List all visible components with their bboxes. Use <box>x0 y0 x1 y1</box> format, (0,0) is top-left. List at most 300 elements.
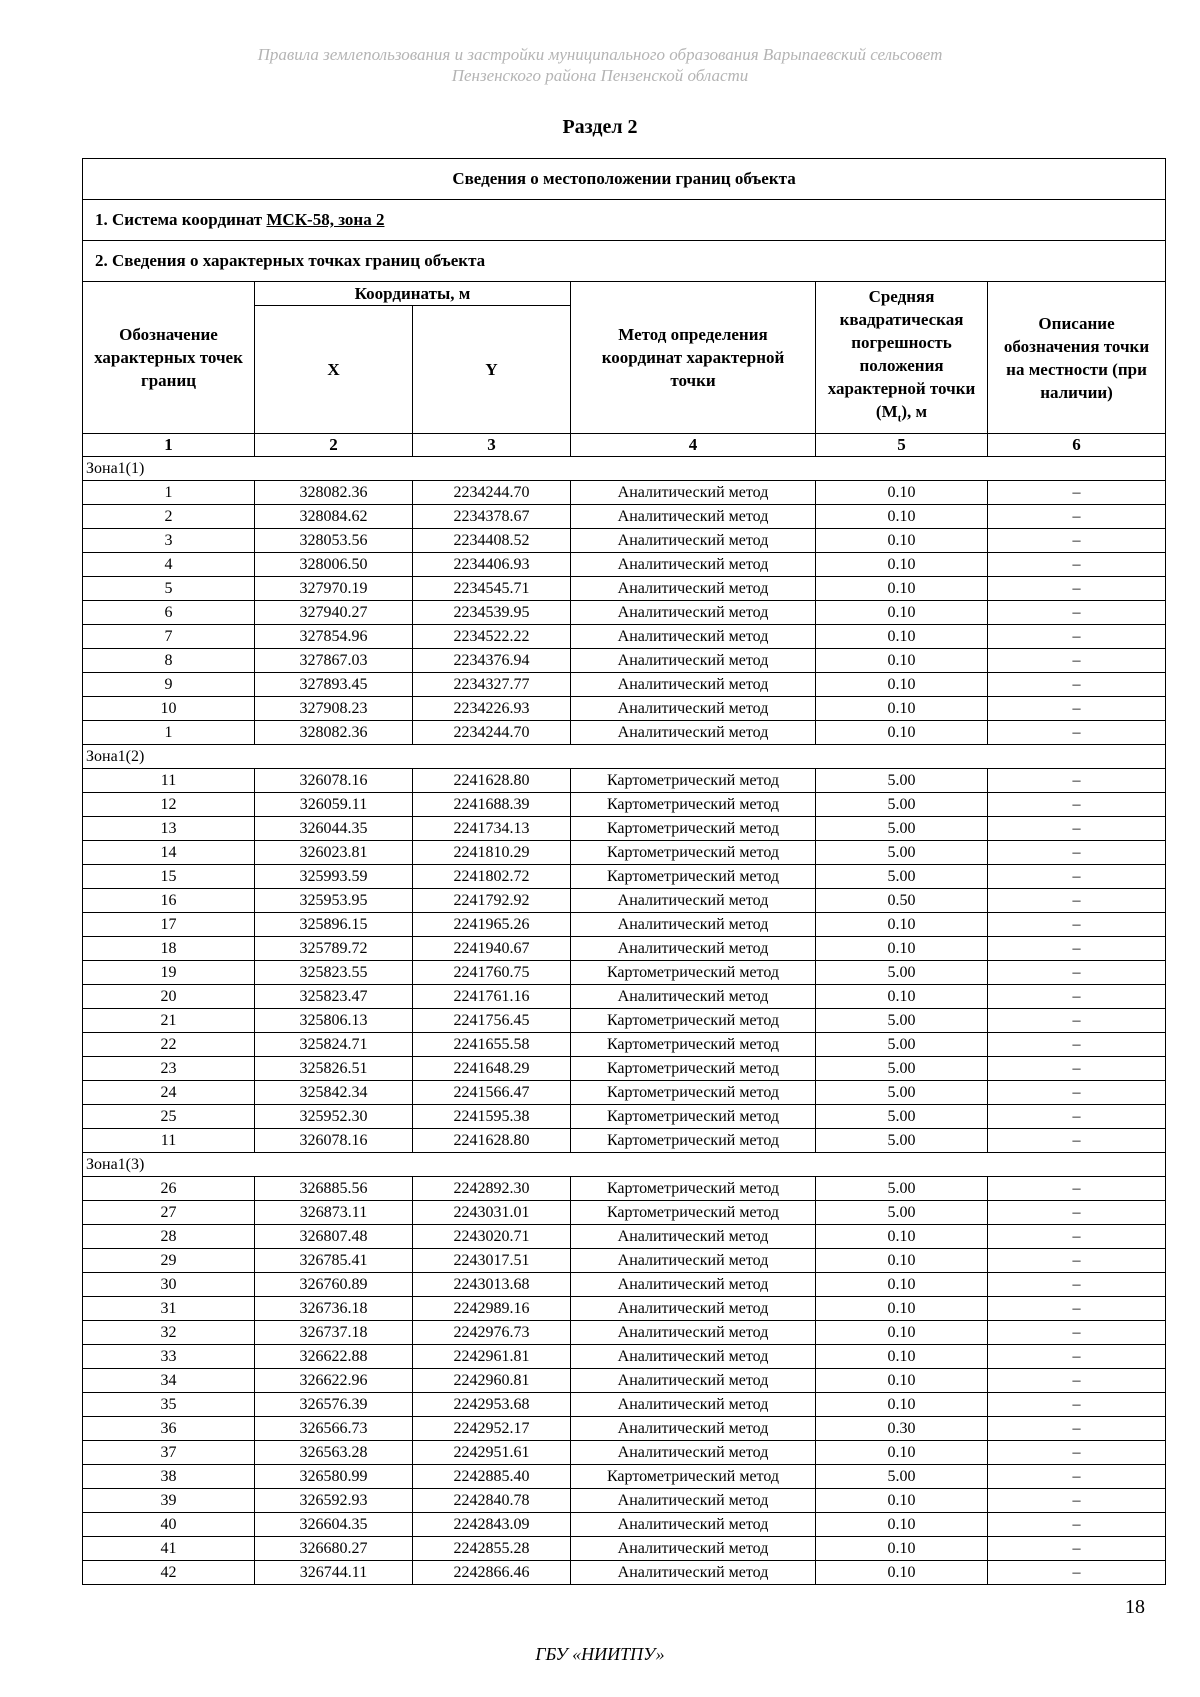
method: Аналитический метод <box>571 1513 816 1537</box>
table-row <box>83 1393 1166 1417</box>
table-row <box>83 1561 1166 1585</box>
error-value: 0.10 <box>816 985 988 1009</box>
method: Аналитический метод <box>571 673 816 697</box>
coord-y: 2241760.75 <box>413 961 571 985</box>
description: – <box>988 1057 1166 1081</box>
header-coordinates: Координаты, м <box>255 282 571 306</box>
table-row <box>83 1513 1166 1537</box>
point-number: 20 <box>83 985 255 1009</box>
error-value: 0.10 <box>816 601 988 625</box>
coord-y: 2241940.67 <box>413 937 571 961</box>
table-row <box>83 1489 1166 1513</box>
header-row-1 <box>83 282 1166 306</box>
table-row <box>83 985 1166 1009</box>
coord-y: 2241761.16 <box>413 985 571 1009</box>
coord-x: 326680.27 <box>255 1537 413 1561</box>
table-row <box>83 769 1166 793</box>
point-number: 8 <box>83 649 255 673</box>
coord-system-row <box>83 200 1166 241</box>
coord-y: 2241756.45 <box>413 1009 571 1033</box>
table-row <box>83 961 1166 985</box>
table-row <box>83 1441 1166 1465</box>
method: Аналитический метод <box>571 1273 816 1297</box>
point-number: 14 <box>83 841 255 865</box>
description: – <box>988 1225 1166 1249</box>
coord-x: 328082.36 <box>255 481 413 505</box>
section-title: Раздел 2 <box>562 116 638 138</box>
coord-y: 2241734.13 <box>413 817 571 841</box>
table-row <box>83 1105 1166 1129</box>
method: Картометрический метод <box>571 1201 816 1225</box>
point-number: 10 <box>83 697 255 721</box>
description: – <box>988 577 1166 601</box>
coord-y: 2242885.40 <box>413 1465 571 1489</box>
description: – <box>988 505 1166 529</box>
description: – <box>988 697 1166 721</box>
description: – <box>988 1249 1166 1273</box>
running-header-line-2: Пензенского района Пензенской области <box>451 66 749 85</box>
point-number: 40 <box>83 1513 255 1537</box>
point-number: 3 <box>83 529 255 553</box>
method: Аналитический метод <box>571 1417 816 1441</box>
method: Аналитический метод <box>571 1345 816 1369</box>
table-row <box>83 913 1166 937</box>
description: – <box>988 793 1166 817</box>
coord-y: 2241688.39 <box>413 793 571 817</box>
coord-y: 2234244.70 <box>413 721 571 745</box>
table-row <box>83 1057 1166 1081</box>
coord-x: 325993.59 <box>255 865 413 889</box>
point-number: 42 <box>83 1561 255 1585</box>
column-numbers-row <box>83 434 1166 457</box>
table-row <box>83 601 1166 625</box>
error-value: 0.10 <box>816 1297 988 1321</box>
zone-row <box>83 745 1166 769</box>
coord-x: 327970.19 <box>255 577 413 601</box>
coord-x: 325896.15 <box>255 913 413 937</box>
point-number: 34 <box>83 1369 255 1393</box>
coord-y: 2242960.81 <box>413 1369 571 1393</box>
coord-x: 326760.89 <box>255 1273 413 1297</box>
error-value: 0.10 <box>816 1489 988 1513</box>
table-row <box>83 1249 1166 1273</box>
header-method: Метод определения координат характерной точки <box>571 282 816 434</box>
zone-row <box>83 1153 1166 1177</box>
coord-y: 2242953.68 <box>413 1393 571 1417</box>
error-value: 5.00 <box>816 1057 988 1081</box>
method: Картометрический метод <box>571 1129 816 1153</box>
description: – <box>988 601 1166 625</box>
coord-x: 326078.16 <box>255 769 413 793</box>
description: – <box>988 529 1166 553</box>
description: – <box>988 1537 1166 1561</box>
method: Аналитический метод <box>571 985 816 1009</box>
coord-system-label: 1. Система координат <box>95 210 267 229</box>
coord-x: 325953.95 <box>255 889 413 913</box>
description: – <box>988 961 1166 985</box>
table-row <box>83 1177 1166 1201</box>
method: Аналитический метод <box>571 1297 816 1321</box>
point-number: 1 <box>83 721 255 745</box>
coord-x: 327893.45 <box>255 673 413 697</box>
coord-x: 326885.56 <box>255 1177 413 1201</box>
method: Аналитический метод <box>571 1561 816 1585</box>
description: – <box>988 1465 1166 1489</box>
method: Аналитический метод <box>571 1537 816 1561</box>
error-value: 0.50 <box>816 889 988 913</box>
table-row <box>83 1129 1166 1153</box>
coord-x: 328006.50 <box>255 553 413 577</box>
description: – <box>988 1129 1166 1153</box>
method: Аналитический метод <box>571 889 816 913</box>
error-value: 0.10 <box>816 1225 988 1249</box>
error-value: 0.10 <box>816 937 988 961</box>
table-row <box>83 673 1166 697</box>
page-number: 18 <box>1125 1596 1145 1618</box>
table-row <box>83 721 1166 745</box>
zone-label: Зона1(3) <box>83 1153 1166 1177</box>
table-row <box>83 1417 1166 1441</box>
table-row <box>83 1465 1166 1489</box>
coord-x: 326785.41 <box>255 1249 413 1273</box>
error-value: 5.00 <box>816 1129 988 1153</box>
table-row <box>83 889 1166 913</box>
error-value: 0.10 <box>816 481 988 505</box>
description: – <box>988 673 1166 697</box>
description: – <box>988 1369 1166 1393</box>
table-row <box>83 1321 1166 1345</box>
coord-x: 326604.35 <box>255 1513 413 1537</box>
error-value: 0.10 <box>816 1273 988 1297</box>
coord-x: 325823.47 <box>255 985 413 1009</box>
error-value: 0.10 <box>816 1561 988 1585</box>
description: – <box>988 1345 1166 1369</box>
coord-y: 2234376.94 <box>413 649 571 673</box>
error-value: 0.10 <box>816 1321 988 1345</box>
method: Аналитический метод <box>571 601 816 625</box>
point-number: 9 <box>83 673 255 697</box>
description: – <box>988 937 1166 961</box>
description: – <box>988 625 1166 649</box>
point-number: 16 <box>83 889 255 913</box>
coord-x: 326744.11 <box>255 1561 413 1585</box>
error-value: 5.00 <box>816 1033 988 1057</box>
description: – <box>988 889 1166 913</box>
description: – <box>988 553 1166 577</box>
point-number: 25 <box>83 1105 255 1129</box>
method: Аналитический метод <box>571 1321 816 1345</box>
coord-x: 326807.48 <box>255 1225 413 1249</box>
method: Аналитический метод <box>571 937 816 961</box>
method: Аналитический метод <box>571 625 816 649</box>
point-number: 28 <box>83 1225 255 1249</box>
error-value: 0.10 <box>816 577 988 601</box>
method: Картометрический метод <box>571 841 816 865</box>
point-number: 29 <box>83 1249 255 1273</box>
description: – <box>988 769 1166 793</box>
error-value: 0.10 <box>816 913 988 937</box>
description: – <box>988 481 1166 505</box>
table-row <box>83 481 1166 505</box>
table-row <box>83 505 1166 529</box>
coord-y: 2234244.70 <box>413 481 571 505</box>
coord-x: 326023.81 <box>255 841 413 865</box>
coord-x: 327908.23 <box>255 697 413 721</box>
table-row <box>83 577 1166 601</box>
column-number: 3 <box>413 434 571 457</box>
point-number: 4 <box>83 553 255 577</box>
point-number: 33 <box>83 1345 255 1369</box>
table-row <box>83 625 1166 649</box>
coord-y: 2243017.51 <box>413 1249 571 1273</box>
description: – <box>988 721 1166 745</box>
coord-y: 2234522.22 <box>413 625 571 649</box>
coord-y: 2241655.58 <box>413 1033 571 1057</box>
description: – <box>988 1273 1166 1297</box>
point-number: 22 <box>83 1033 255 1057</box>
point-number: 31 <box>83 1297 255 1321</box>
error-value: 5.00 <box>816 865 988 889</box>
coord-x: 326873.11 <box>255 1201 413 1225</box>
table-row <box>83 793 1166 817</box>
table-title-row <box>83 159 1166 200</box>
coord-y: 2242843.09 <box>413 1513 571 1537</box>
table-row <box>83 937 1166 961</box>
table-row <box>83 1297 1166 1321</box>
method: Аналитический метод <box>571 577 816 601</box>
coord-y: 2242840.78 <box>413 1489 571 1513</box>
description: – <box>988 1393 1166 1417</box>
coord-x: 326576.39 <box>255 1393 413 1417</box>
coord-x: 327940.27 <box>255 601 413 625</box>
description: – <box>988 1417 1166 1441</box>
coord-x: 326563.28 <box>255 1441 413 1465</box>
coord-y: 2243013.68 <box>413 1273 571 1297</box>
coord-x: 326059.11 <box>255 793 413 817</box>
point-number: 32 <box>83 1321 255 1345</box>
method: Картометрический метод <box>571 817 816 841</box>
table-row <box>83 649 1166 673</box>
point-number: 30 <box>83 1273 255 1297</box>
table-row <box>83 1201 1166 1225</box>
method: Аналитический метод <box>571 505 816 529</box>
table-row <box>83 817 1166 841</box>
description: – <box>988 1009 1166 1033</box>
point-number: 13 <box>83 817 255 841</box>
table-title: Сведения о местоположении границ объекта <box>83 159 1166 200</box>
point-number: 15 <box>83 865 255 889</box>
error-value: 0.10 <box>816 1537 988 1561</box>
coord-y: 2241566.47 <box>413 1081 571 1105</box>
point-number: 11 <box>83 769 255 793</box>
header-x: X <box>255 306 413 434</box>
table-row <box>83 553 1166 577</box>
points-title-row <box>83 241 1166 282</box>
point-number: 41 <box>83 1537 255 1561</box>
method: Картометрический метод <box>571 1081 816 1105</box>
coord-y: 2234545.71 <box>413 577 571 601</box>
coord-y: 2241628.80 <box>413 1129 571 1153</box>
point-number: 5 <box>83 577 255 601</box>
method: Аналитический метод <box>571 529 816 553</box>
table-row <box>83 1033 1166 1057</box>
description: – <box>988 913 1166 937</box>
column-number: 2 <box>255 434 413 457</box>
header-y: Y <box>413 306 571 434</box>
zone-row <box>83 457 1166 481</box>
method: Картометрический метод <box>571 1177 816 1201</box>
coord-x: 326044.35 <box>255 817 413 841</box>
point-number: 1 <box>83 481 255 505</box>
description: – <box>988 1561 1166 1585</box>
table-row <box>83 1345 1166 1369</box>
method: Картометрический метод <box>571 961 816 985</box>
description: – <box>988 1177 1166 1201</box>
point-number: 6 <box>83 601 255 625</box>
error-value: 0.10 <box>816 1345 988 1369</box>
point-number: 38 <box>83 1465 255 1489</box>
coord-y: 2242989.16 <box>413 1297 571 1321</box>
description: – <box>988 649 1166 673</box>
coord-x: 325789.72 <box>255 937 413 961</box>
coord-x: 328053.56 <box>255 529 413 553</box>
error-value: 0.10 <box>816 1441 988 1465</box>
coord-y: 2242866.46 <box>413 1561 571 1585</box>
description: – <box>988 841 1166 865</box>
method: Картометрический метод <box>571 865 816 889</box>
table-row <box>83 865 1166 889</box>
points-title: 2. Сведения о характерных точках границ объекта <box>83 241 1166 282</box>
point-number: 35 <box>83 1393 255 1417</box>
coord-x: 328084.62 <box>255 505 413 529</box>
error-value: 0.10 <box>816 721 988 745</box>
coord-y: 2234327.77 <box>413 673 571 697</box>
error-value: 5.00 <box>816 841 988 865</box>
method: Картометрический метод <box>571 1057 816 1081</box>
coord-y: 2241792.92 <box>413 889 571 913</box>
running-header <box>0 44 1200 86</box>
boundary-points-table <box>82 158 1166 1585</box>
coord-x: 328082.36 <box>255 721 413 745</box>
coord-x: 326580.99 <box>255 1465 413 1489</box>
table-row <box>83 1009 1166 1033</box>
description: – <box>988 1513 1166 1537</box>
error-value: 5.00 <box>816 1201 988 1225</box>
method: Картометрический метод <box>571 1465 816 1489</box>
point-number: 27 <box>83 1201 255 1225</box>
coord-x: 326592.93 <box>255 1489 413 1513</box>
coord-x: 326622.88 <box>255 1345 413 1369</box>
header-error: Средняя квадратическая погрешность положения характерной точки $(M_t)$, м <box>816 282 988 434</box>
error-value: 5.00 <box>816 817 988 841</box>
coord-x: 327854.96 <box>255 625 413 649</box>
error-value: 0.10 <box>816 553 988 577</box>
coord-x: 326566.73 <box>255 1417 413 1441</box>
method: Аналитический метод <box>571 913 816 937</box>
coord-x: 327867.03 <box>255 649 413 673</box>
error-value: 5.00 <box>816 1081 988 1105</box>
table-row <box>83 1273 1166 1297</box>
point-number: 37 <box>83 1441 255 1465</box>
point-number: 23 <box>83 1057 255 1081</box>
description: – <box>988 1201 1166 1225</box>
method: Аналитический метод <box>571 649 816 673</box>
coord-x: 325826.51 <box>255 1057 413 1081</box>
error-value: 5.00 <box>816 769 988 793</box>
coord-y: 2234406.93 <box>413 553 571 577</box>
coord-y: 2242976.73 <box>413 1321 571 1345</box>
column-number: 5 <box>816 434 988 457</box>
coord-y: 2242855.28 <box>413 1537 571 1561</box>
description: – <box>988 1297 1166 1321</box>
error-value: 5.00 <box>816 961 988 985</box>
error-value: 5.00 <box>816 1177 988 1201</box>
header-description: Описание обозначения точки на местности (при наличии) <box>988 282 1166 434</box>
error-value: 0.10 <box>816 505 988 529</box>
coord-x: 325823.55 <box>255 961 413 985</box>
error-value: 5.00 <box>816 793 988 817</box>
method: Аналитический метод <box>571 481 816 505</box>
coord-y: 2242892.30 <box>413 1177 571 1201</box>
error-value: 5.00 <box>816 1009 988 1033</box>
error-value: 0.10 <box>816 1393 988 1417</box>
method: Аналитический метод <box>571 1441 816 1465</box>
method: Аналитический метод <box>571 553 816 577</box>
coord-y: 2243031.01 <box>413 1201 571 1225</box>
coord-y: 2242961.81 <box>413 1345 571 1369</box>
point-number: 21 <box>83 1009 255 1033</box>
table-row <box>83 529 1166 553</box>
coord-x: 326622.96 <box>255 1369 413 1393</box>
point-number: 7 <box>83 625 255 649</box>
coord-x: 326078.16 <box>255 1129 413 1153</box>
error-value: 0.10 <box>816 649 988 673</box>
error-value: 0.10 <box>816 697 988 721</box>
column-number: 4 <box>571 434 816 457</box>
coord-y: 2242952.17 <box>413 1417 571 1441</box>
method: Аналитический метод <box>571 721 816 745</box>
error-value: 0.10 <box>816 1513 988 1537</box>
point-number: 12 <box>83 793 255 817</box>
point-number: 26 <box>83 1177 255 1201</box>
description: – <box>988 1033 1166 1057</box>
error-value: 0.10 <box>816 1369 988 1393</box>
coord-y: 2234226.93 <box>413 697 571 721</box>
point-number: 2 <box>83 505 255 529</box>
description: – <box>988 1321 1166 1345</box>
error-value: 5.00 <box>816 1105 988 1129</box>
method: Картометрический метод <box>571 793 816 817</box>
coord-x: 325842.34 <box>255 1081 413 1105</box>
point-number: 11 <box>83 1129 255 1153</box>
table-row <box>83 1537 1166 1561</box>
coord-y: 2241595.38 <box>413 1105 571 1129</box>
coord-x: 325952.30 <box>255 1105 413 1129</box>
zone-label: Зона1(1) <box>83 457 1166 481</box>
description: – <box>988 1441 1166 1465</box>
coord-system-value: МСК-58, зона 2 <box>266 210 385 229</box>
point-number: 36 <box>83 1417 255 1441</box>
error-value: 5.00 <box>816 1465 988 1489</box>
coord-y: 2241810.29 <box>413 841 571 865</box>
error-value: 0.30 <box>816 1417 988 1441</box>
table-row <box>83 1369 1166 1393</box>
header-designation: Обозначение характерных точек границ <box>83 282 255 434</box>
coord-y: 2234539.95 <box>413 601 571 625</box>
column-number: 1 <box>83 434 255 457</box>
coord-y: 2243020.71 <box>413 1225 571 1249</box>
method: Картометрический метод <box>571 1009 816 1033</box>
